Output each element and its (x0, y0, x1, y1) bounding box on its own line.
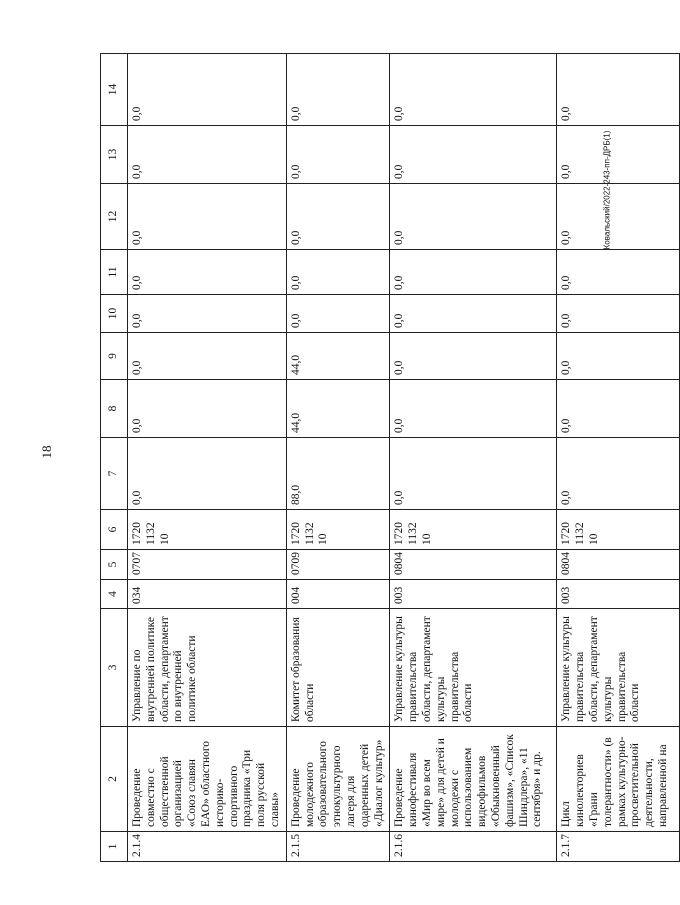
value-cell: 0,0 (286, 184, 390, 250)
code-cell: 004 (286, 580, 390, 609)
value-cell: 0,0 (390, 184, 557, 250)
row-id: 2.1.5 (286, 832, 390, 862)
header-cell: 6 (101, 510, 128, 550)
value-cell: 0,0 (557, 54, 680, 126)
table-row (286, 54, 390, 862)
value-cell: 0,0 (128, 126, 287, 184)
value-cell: 0,0 (390, 250, 557, 295)
header-cell: 2 (101, 727, 128, 832)
header-cell: 14 (101, 54, 128, 126)
value-cell: 0,0 (557, 333, 680, 380)
value-cell: 0,0 (128, 295, 287, 333)
executor: Комитет образования области (286, 609, 390, 727)
value-cell: 0,0 (557, 295, 680, 333)
value-cell: 0,0 (128, 184, 287, 250)
header-cell: 5 (101, 550, 128, 580)
code-cell: 1720 1132 10 (128, 510, 287, 550)
table-row (128, 54, 287, 862)
code-cell: 0707 (128, 550, 287, 580)
header-row (101, 54, 128, 862)
code-cell: 0804 (390, 550, 557, 580)
code-cell: 003 (557, 580, 680, 609)
row-id: 2.1.6 (390, 832, 557, 862)
table-row (557, 54, 680, 862)
executor: Управление по внутренней политике области, департамент по внутренней политике области (128, 609, 287, 727)
header-cell: 12 (101, 184, 128, 250)
value-cell: 0,0 (557, 250, 680, 295)
value-cell: 0,0 (286, 54, 390, 126)
header-cell: 1 (101, 832, 128, 862)
value-cell: 0,0 (286, 126, 390, 184)
code-cell: 1720 1132 10 (390, 510, 557, 550)
value-cell: 0,0 (390, 126, 557, 184)
document-code: Ковальский/2022-243-пп-ДРБ(1) (602, 130, 612, 250)
value-cell: 0,0 (128, 380, 287, 438)
code-cell: 1720 1132 10 (286, 510, 390, 550)
header-cell: 7 (101, 438, 128, 510)
value-cell: 0,0 (557, 380, 680, 438)
value-cell: 0,0 (390, 438, 557, 510)
value-cell: 88,0 (286, 438, 390, 510)
executor: Управление культуры правительства области, департамент культуры правительства области (390, 609, 557, 727)
row-id: 2.1.4 (128, 832, 287, 862)
header-cell: 8 (101, 380, 128, 438)
header-cell: 4 (101, 580, 128, 609)
header-cell: 9 (101, 333, 128, 380)
value-cell: 0,0 (390, 333, 557, 380)
code-cell: 034 (128, 580, 287, 609)
value-cell: 0,0 (128, 250, 287, 295)
value-cell: 0,0 (286, 295, 390, 333)
code-cell: 1720 1132 10 (557, 510, 680, 550)
row-id: 2.1.7 (557, 832, 680, 862)
value-cell: 0,0 (390, 380, 557, 438)
value-cell: 0,0 (128, 333, 287, 380)
executor: Управление культуры правительства области, департамент культуры правительства области (557, 609, 680, 727)
value-cell: 0,0 (390, 295, 557, 333)
program-table (100, 53, 680, 862)
event-name: Проведение молодежного образовательного этнокультурного лагеря для одаренных детей «Диалог культур» (286, 727, 390, 832)
value-cell: 0,0 (128, 438, 287, 510)
header-cell: 10 (101, 295, 128, 333)
code-cell: 0804 (557, 550, 680, 580)
event-name: Цикл кинолекториев «Грани толерантности» (в рамках культурно-просветительной деятельности, направленной на (557, 727, 680, 832)
value-cell: 0,0 (390, 54, 557, 126)
value-cell: 0,0 (128, 54, 287, 126)
value-cell: 0,0 (557, 438, 680, 510)
value-cell: 0,0 (286, 250, 390, 295)
value-cell: 44,0 (286, 380, 390, 438)
page-number: 18 (39, 445, 54, 459)
event-name: Проведение кинофестиваля «Мир во всем мире» для детей и молодежи с использованием видеофильмов «Обыкновенный фашизм», «Список Шиндлера», «11 сентября» и др. (390, 727, 557, 832)
header-cell: 11 (101, 250, 128, 295)
table-row (390, 54, 557, 862)
value-cell: 0,0 (557, 126, 680, 184)
header-cell: 3 (101, 609, 128, 727)
value-cell: 0,0 (557, 184, 680, 250)
code-cell: 003 (390, 580, 557, 609)
event-name: Проведение совместно с общественной организацией «Союз славян ЕАО» областного историко-спортивного праздника «Три поля русской славы» (128, 727, 287, 832)
value-cell: 44,0 (286, 333, 390, 380)
header-cell: 13 (101, 126, 128, 184)
code-cell: 0709 (286, 550, 390, 580)
